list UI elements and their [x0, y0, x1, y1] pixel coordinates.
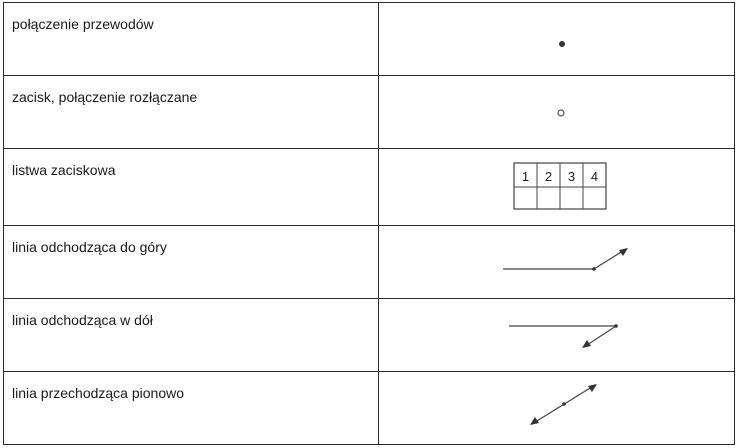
table-row — [4, 298, 735, 371]
terminal-strip-icon — [379, 149, 738, 226]
terminal-number: 3 — [567, 169, 576, 185]
line-passing-vertically-icon — [379, 372, 738, 445]
open-circle-terminal-icon — [379, 76, 738, 149]
row-label: listwa zaciskowa — [4, 149, 379, 226]
symbol-cell — [379, 371, 735, 444]
symbol-cell — [379, 3, 735, 76]
terminal-number: 1 — [521, 169, 530, 185]
dot-connection-icon — [379, 3, 738, 76]
terminal-number: 4 — [590, 169, 599, 185]
line-going-up-icon — [379, 226, 738, 298]
table-row — [4, 226, 735, 298]
row-label: linia przechodząca pionowo — [4, 371, 379, 444]
symbol-cell — [379, 226, 735, 298]
symbol-cell — [379, 76, 735, 149]
terminal-number: 2 — [544, 169, 553, 185]
table-row — [4, 3, 735, 76]
table-row — [4, 76, 735, 149]
line-going-down-icon — [379, 299, 738, 372]
symbol-legend-table — [3, 2, 735, 445]
row-label: linia odchodząca do góry — [4, 226, 379, 298]
symbol-cell — [379, 149, 735, 226]
row-label: połączenie przewodów — [4, 3, 379, 76]
table-row — [4, 149, 735, 226]
row-label: linia odchodząca w dół — [4, 298, 379, 371]
row-label: zacisk, połączenie rozłączane — [4, 76, 379, 149]
symbol-cell — [379, 298, 735, 371]
table-row — [4, 371, 735, 444]
